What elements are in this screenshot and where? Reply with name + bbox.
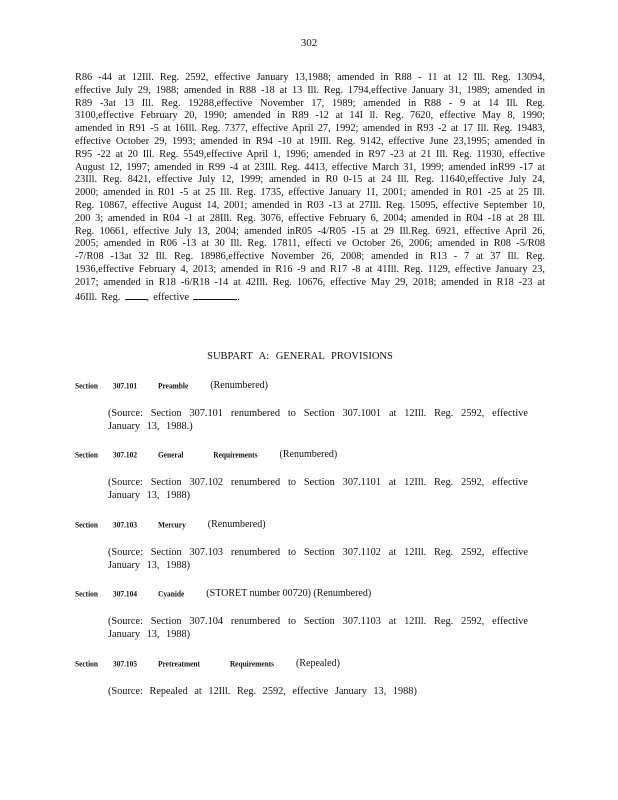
section-source-note: (Source: Section 307.104 renumbered to Section 307.1103 at 12Ill. Reg. 2592, effective January 13, 1988) <box>108 616 528 640</box>
section-heading <box>75 658 545 672</box>
section-title: Cyanide <box>158 588 185 599</box>
section-label: Section <box>75 449 98 460</box>
page-number: 302 <box>300 37 318 49</box>
section-label: Section <box>75 658 98 669</box>
section-title: Preamble <box>158 380 189 391</box>
history-middle: , effective <box>146 291 190 303</box>
section-heading <box>75 588 545 602</box>
blank-line <box>193 290 237 300</box>
amendment-history <box>75 72 545 304</box>
section-title: Mercury <box>158 519 186 530</box>
section-number: 307.102 <box>113 449 138 460</box>
history-text: R86 -44 at 12Ill. Reg. 2592, effective January 13,1988; amended in R88 - 11 at 12 Ill. Reg. 13094, effective July 29, 1988; amended in R88 -18 at 13 Ill. Reg. 1794,effective January 31, 1989; amended in R89 -3at 13 Ill. Reg. 19288,effective November 17, 1989; amended in R88 - 9 at 14 Ill. Reg. 3100,effective February 20, 1990; amended in R89 -12 at 14I ll. Reg. 7620, effective May 8, 1990; amended in R91 -5 at 16Ill. Reg. 7377, effective April 27, 1992; amended in R93 -2 at 17 Ill. Reg. 19483, effective October 29, 1993; amended in R94 -10 at 19Ill. Reg. 9142, effective June 23,1995; amended in R95 -22 at 20 Ill. Reg. 5549,effective April 1, 1996; amended in R97 -23 at 21 Ill. Reg. 11930, effective August 12, 1997; amended in R99 -4 at 23Ill. Reg. 4413, effective March 31, 1999; amended inR99 -17 at 23Ill. Reg. 8421, effective July 12, 1999; amended in R0 0-15 at 24 Ill. Reg. 11640,effective July 24, 2000; amended in R01 -5 at 25 Ill. Reg. 1735, effective January 11, 2001; amended in R01 -25 at 25 Ill. Reg. 10867, effective August 14, 2001; amended in R03 -13 at 27Ill. Reg. 15095, effective September 10, 200 3; amended in R04 -1 at 28Ill. Reg. 3076, effective February 6, 2004; amended in R04 -18 at 28 Ill. Reg. 10661, effective July 13, 2004; amended inR05 -4/R05 -15 at 29 Ill.Reg. 6921, effective April 26, 2005; amended in R06 -13 at 30 Ill. Reg. 17811, effecti ve October 26, 2006; amended in R08 -5/R08 -7/R08 -13at 32 Ill. Reg. 18986,effective November 26, 2008; amended in R13 - 7 at 37 Ill. Reg. 1936,effective February 4, 2013; amended in R16 -9 and R17 -8 at 41Ill. Reg. 1129, effective January 23, 2017; amended in R18 -6/R18 -14 at 42Ill. Reg. 10676, effective May 29, 2018; amended in R18 -23 at 46Ill. Reg. <box>75 72 545 303</box>
section-label: Section <box>75 588 98 599</box>
section-block <box>75 658 545 699</box>
section-status: (Renumbered) <box>207 519 266 530</box>
section-title: General Requirements <box>158 449 258 460</box>
section-status: (Renumbered) <box>210 380 269 391</box>
section-source-note: (Source: Section 307.102 renumbered to Section 307.1101 at 12Ill. Reg. 2592, effective January 13, 1988) <box>108 477 528 501</box>
section-status: (STORET number 00720) (Renumbered) <box>206 588 372 599</box>
section-heading <box>75 380 545 394</box>
section-source-note: (Source: Section 307.103 renumbered to Section 307.1102 at 12Ill. Reg. 2592, effective January 13, 1988) <box>108 547 528 571</box>
section-block <box>75 449 545 503</box>
section-block <box>75 519 545 573</box>
section-number: 307.105 <box>113 658 138 669</box>
section-source-note: (Source: Repealed at 12Ill. Reg. 2592, effective January 13, 1988) <box>108 686 417 697</box>
section-label: Section <box>75 519 98 530</box>
section-status: (Renumbered) <box>279 449 338 460</box>
subpart-heading: SUBPART A: GENERAL PROVISIONS <box>207 351 393 362</box>
section-label: Section <box>75 380 98 391</box>
blank-line <box>125 290 147 300</box>
section-block <box>75 380 545 434</box>
section-block <box>75 588 545 642</box>
section-number: 307.104 <box>113 588 138 599</box>
section-number: 307.101 <box>113 380 138 391</box>
section-source-note: (Source: Section 307.101 renumbered to Section 307.1001 at 12Ill. Reg. 2592, effective January 13, 1988.) <box>108 408 528 432</box>
section-heading <box>75 449 545 463</box>
section-title: Pretreatment Requirements <box>158 658 275 669</box>
history-end: . <box>237 291 240 303</box>
section-number: 307.103 <box>113 519 138 530</box>
section-heading <box>75 519 545 533</box>
section-status: (Repealed) <box>296 658 340 669</box>
